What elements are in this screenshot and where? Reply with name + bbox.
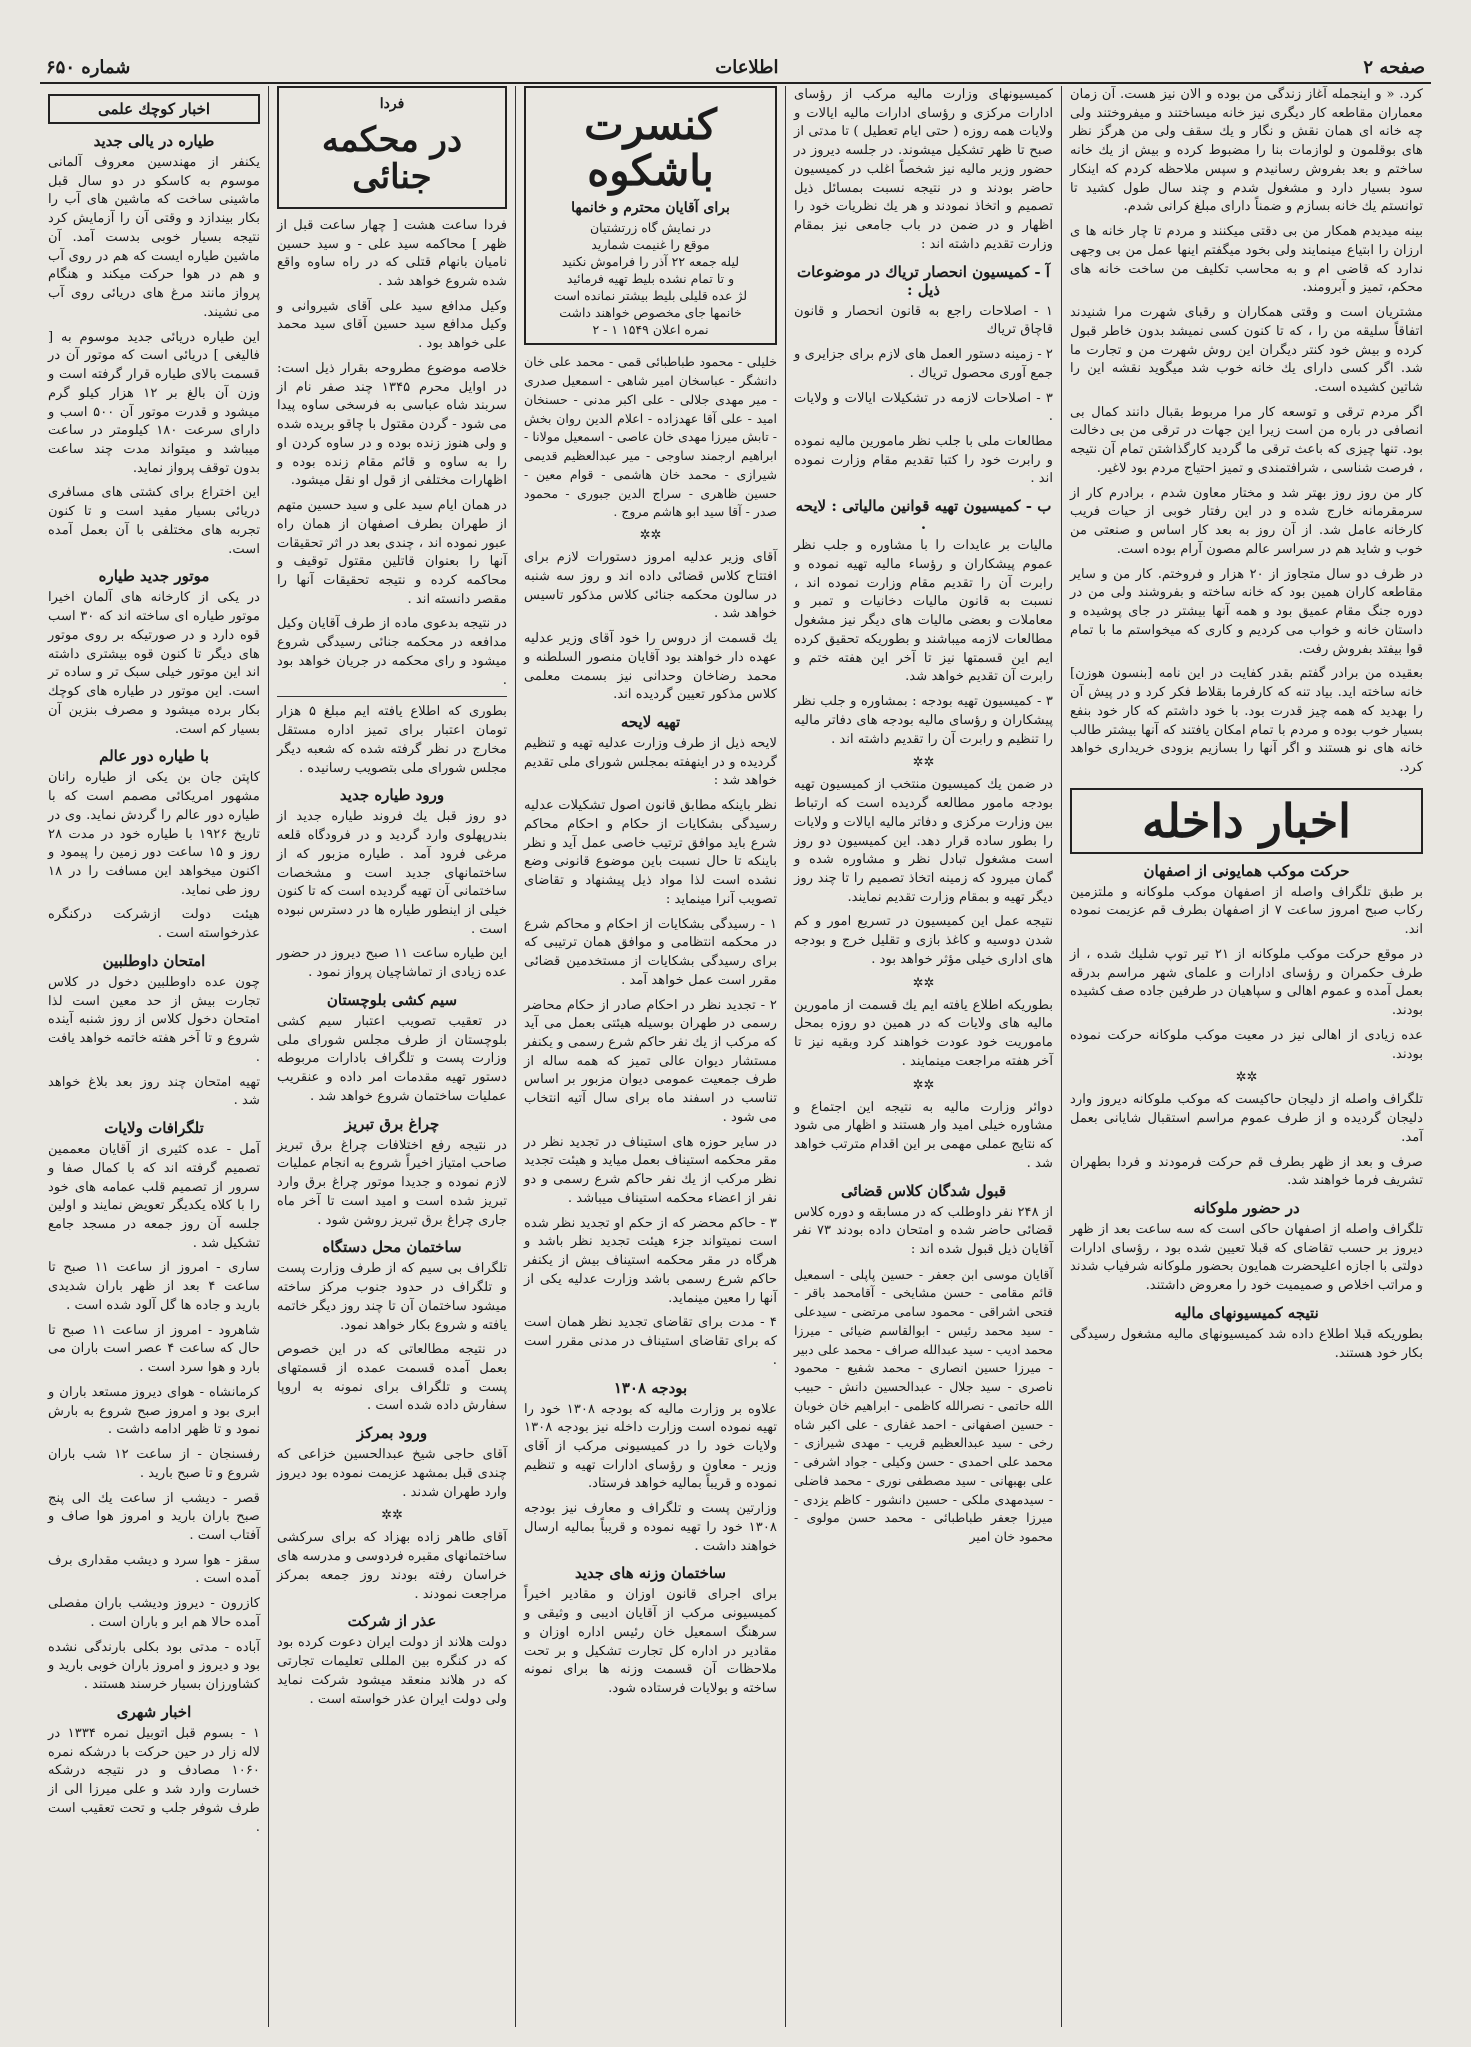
article-text: ۱ - بسوم قبل اتوبیل نمره ۱۳۳۴ در لاله زار در حین حرکت با درشکه نمره ۱۰۶۰ مصادف و در نتیجه درشکه خسارت وارد شد و علی میرزا الی از طرف شوفر جلب و تحت تعقیب است . [48,1725,260,1835]
article-text: مطالعات ملی با جلب نظر مامورین مالیه نموده و رابرت خود را کتبا تقدیم مقام وزارت نموده اند . [794,434,1053,487]
article-text: کمیسیونهای وزارت مالیه مرکب از رؤسای ادارات مرکزی و رؤسای ادارات مالیه ایالات و ولایات همه روزه ( حتی ایام تعطیل ) تا مدتی از صبح تا ظهر تشکیل میشوند. در جلسه دیروز در حضور وزیر مالیه نیز شخصاً اغلب در کمیسیون حاضر بودند و در نتیجه نسبت بمسائل ذیل تصمیم و اتخاذ نمودند و هر یك نظریات خود را اظهار و در ضمن در باب جامعی نیز بمقام وزارت تقدیم داشته اند : [794,87,1053,252]
article-text: در نتیجه رفع اختلافات چراغ برق تبریز صاحب امتیاز اخیراً شروع به انجام عملیات لازم نموده و جدیدا موتور چراغ برق وارد تبریز شده است و امید است تا آخر ماه جاری چراغ برق تبریز روشن شود . [277,1137,507,1228]
article-text: آقای حاجی شیخ عبدالحسین خزاعی که چندی قبل بمشهد عزیمت نموده بود دیروز وارد طهران شدند . [277,1447,507,1500]
article-kicker: فردا [379,96,405,112]
article-text: بعقیده من برادر گفتم بقدر کفایت در این نامه [بنسون هوزن] خانه ساخته اید. بیاد تنه که کارفرما بقلاط فکر کرد و در پیش آن را بهدید که همه چیز قدرت بود. با خود داشتم که کار خود بنفع بسیار خوب بوده و مردم با تمام امکان یافتند که آنها بیشتر طالب خانه های نو هستند و اگر آنها را بسازیم بزودی خریداری خواهد کرد. [1070,666,1423,775]
article-text: در نتیجه مطالعاتی که در این خصوص بعمل آمده قسمت عمده از قسمتهای پست و تلگراف برای نمونه به اروپا سفارش داده شده است . [277,1342,507,1414]
article-text: آقای طاهر زاده بهزاد که برای سرکشی ساختمانهای مقبره فردوسی و مدرسه های خراسان رفته بودند روز جمعه بمرکز مراجعت نمودند . [277,1530,507,1602]
column-2 [785,86,1061,2027]
separator-stars: ✲✲ [381,1508,403,1524]
article-text: هیئت دولت ازشرکت درکنگره عذرخواسته است . [48,907,260,942]
article-text: مالیات بر عایدات را با مشاوره و جلب نظر عموم پیشکاران و رؤساء مالیه تهیه نموده و رابرت آن را تقدیم مقام وزارت نموده اند ، نسبت به قانون مالیات دخانیات و تمبر و معاملات و بعضی مالیات های دیگر نیز مشغول مطالعات لازمه میباشند و بطوریکه تحقیق کرده ایم این قسمتها نیز تا آخر این هفته ختم و رابرت آن تقدیم خواهد شد. [794,538,1053,685]
article-text: در نتیجه بدعوی ماده از طرف آقایان وکیل مدافعه در محکمه جنائی رسیدگی شروع میشود و رای محکمه در جریان خواهد بود . [277,616,507,688]
article-text: کار من روز روز بهتر شد و مختار معاون شدم ، برادرم کار از سرمقرمانه خارج شده و در این رفتار خوبی از حیات فریب کارخانه عامل شد. از آن روز به بعد کار اساس و صنعتی من خوب و شاید هم در سراسر عالم مصون آرام بوده است. [1070,485,1423,557]
section-heading: آ - کمیسیون انحصار تریاك در موضوعات ذیل : [797,262,1050,299]
news-text: تلگراف واصله از اصفهان حاکی است که سه ساعت بعد از ظهر دیروز بر حسب تقاضای که قبلا تعیین شده بود ، رؤسای ادارات دولتی با اجازه اعلیحضرت همایون بحضور ملوکانه شرفیاب شدند و مراتب اخلاص و صمیمیت خود را معروض داشتند. [1070,1221,1423,1294]
news-text: صرف و بعد از ظهر بطرف قم حرکت فرمودند و فردا بطهران تشریف فرما خواهند شد. [1070,1154,1423,1189]
article-text: بطوریکه اطلاع یافته ایم یك قسمت از مامورین مالیه های ولایات که در همین دو روزه بمحل ماموریت خود عودت خواهند کرد وبقیه نیز تا آخر هفته مراجعت مینمایند . [794,997,1053,1069]
article-text: دو روز قبل یك فروند طیاره جدید از بندرپهلوی وارد گردید و در فرودگاه قلعه مرغی فرود آمد . طیاره مزبور که از ساختمانهای جدید است و مشخصات ساختمانی آن تهیه گردیده است که تا کنون خیلی از اینطور طیاره ها در دسترس نبوده است . [277,809,507,937]
article-text: آقای وزیر عدلیه امروز دستورات لازم برای افتتاح کلاس قضائی داده اند و روز سه شنبه در سالون محکمه جنائی کلاس مذکور تاسیس خواهد شد . [524,550,777,622]
article-text: کاپتن جان بن یکی از طیاره رانان مشهور امریکائی مصمم است که با طیاره دور عالم را گردش نماید. وی در تاریخ ۱۹۲۶ با طیاره خود در مدت ۲۸ روز و ۱۵ ساعت دور زمین را پیمود و اکنون میخواهد این مسافت را در ۱۸ روز طی نماید. [48,770,261,898]
news-text: تلگراف واصله از دلیجان حاکیست که موکب ملوکانه دیروز وارد دلیجان گردیده و از طرف عموم مراسم استقبال شایانی بعمل آمد. [1070,1092,1423,1145]
ad-number: نمره اعلان ۱۵۴۹ ۱ - ۲ [592,322,709,338]
article-text: برای اجرای قانون اوزان و مقادیر اخیراً کمیسیونی مرکب از آقایان ادیبی و وثیقی و سرهنگ اسمعیل خان رئیس اداره اوزان و مقادیر در اداره کل تجارت تشکیل و بر تحت ملاحظات آن قسمت وزنه ها برای نمونه ساخته و بولایات فرستاده شود. [524,1587,777,1697]
article-text: یك قسمت از دروس را خود آقای وزیر عدلیه عهده دار خواهند بود آقایان منصور السلطنه و محمد رضاخان وحدانی نیز بسمت معلمی کلاس مذکور تعیین گردیده اند. [524,631,777,703]
article-text: یکنفر از مهندسین معروف آلمانی موسوم به کاسکو در دو سال قبل ماشینی ساخت که ماشین های آب را بکار بیندازد و وقتی آن را آزمایش کرد نتیجه بسیار خوبی بدست آمد. آن ماشین طیاره ایست که هم در روی آب و هم در هوا حرکت میکند و هنگام پرواز مانند مرغ های دریائی روی آب می نشیند. [48,155,260,320]
article-text: ۱ - رسیدگی بشکایات از احکام و محاکم شرع در محکمه انتظامی و موافق همان ترتیبی که برای رسیدگی بشکایات از مستخدمین قضائی مقرر است عمل خواهد آمد . [524,916,777,988]
column-3 [515,86,785,2027]
news-text: بطوریکه قبلا اطلاع داده شد کمیسیونهای مالیه مشغول رسیدگی بکار خود هستند. [1070,1326,1423,1361]
article-text: شاهرود - امروز از ساعت ۱۱ صبح تا حال که ساعت ۴ عصر است باران می بارد و هوا سرد است . [48,1322,260,1376]
separator-stars: ✲✲ [1235,1070,1258,1086]
ad-line: و تا تمام نشده بلیط تهیه فرمائید [566,271,735,287]
article-text: وزارتین پست و تلگراف و معارف نیز بودجه ۱۳۰۸ خود را تهیه نموده و قریباً بمالیه ارسال خواهند داشت . [524,1501,777,1554]
article-text: بطوری که اطلاع یافته ایم مبلغ ۵ هزار تومان اعتبار برای تمیز اداره مستقل مخارج در نظر گرفته شده که شعبه دیگر مجلس شورای ملی بتصویب رسانیده . [277,704,507,776]
ad-line: لژ عده قلیلی بلیط بیشتر نمانده است [553,288,748,304]
section-heading: موتور جدید طیاره [98,567,210,586]
article-text: از ۲۴۸ نفر داوطلب که در مسابقه و دوره کلاس قضائی حاضر شده و امتحان داده بودند ۷۳ نفر آقایان ذیل قبول شده اند : [794,1204,1053,1257]
article-text: سقز - هوا سرد و دیشب مقداری برف آمده است . [48,1552,260,1587]
article-text: قصر - دیشب از ساعت یك الی پنج صبح باران بارید و امروز هوا صاف و آفتاب است . [48,1490,260,1543]
article-text: تهیه امتحان چند روز بعد بلاغ خواهد شد . [48,1074,260,1109]
ad-subtitle: برای آقایان محترم و خانمها [571,200,730,217]
column-5 [40,86,268,2027]
names-list: خلیلی - محمود طباطبائی قمی - محمد علی خان دانشگر - عباسخان امیر شاهی - اسمعیل صدری - میر مهدی جلالی - علی اکبر مدنی - حسنخان امید - علی آقا عهدزاده - اعلام الدین روان بخش - تابش میرزا مهدی خان عاصی - اسمعیل مولانا - ابراهیم ارجمند ساوجی - میر عبدالعظیم قدیمی شیرازی - محمد خان هاشمی - قوام معین - حسین ظاهری - سراج الدین جبوری - محمود صدر - آقا سید ابو هاشم مروج . [524,354,777,520]
article-text: ۳ - حاکم محضر که از حکم او تجدید نظر شده است نمیتواند جزء هیئت تجدید نظر باشد و هرگاه در مقر محکمه استیناف بیش از یکنفر حاکم شرع رسمی باشد وزارت عدلیه یکی از آنها را معین مینماید. [524,1215,777,1306]
section-heading: چراغ برق تبریز [344,1114,440,1133]
article-text: این اختراع برای کشتی های مسافری دریائی بسیار مفید است و تا کنون تجربه های مختلفی با آن بعمل آمده است. [48,485,260,557]
ad-venue: در نمایش گاه زرتشتیان [590,220,711,236]
news-headline: نتیجه کمیسیونهای مالیه [1174,1303,1319,1322]
section-heading: عذر از شرکت [347,1612,437,1631]
ad-title: کنسرت باشکوه [584,100,717,196]
ad-line: موقع را غنیمت شمارید [591,237,710,253]
article-text: نتیجه عمل این کمیسیون در تسریع امور و کم شدن دوسیه و کاغذ بازی و تقلیل خرج و بودجه های اداری خیلی مؤثر خواهد بود . [794,914,1053,967]
separator-stars: ✲✲ [639,528,662,544]
article-text: دوائر وزارت مالیه به نتیجه این اجتماع و مشاوره خیلی امید وار هستند و اظهار می شود که نتایج عملی مهمی بر این اقدام مترتب خواهد شد . [794,1099,1053,1171]
article-text: بینه میدیدم همکار من بی دقتی میکنند و مردم تا چار خانه ها ی ارزان را ابتیاع مینمایند ولی بخود میگفتم اینها عمل من بی وجهی ندارد که قاضی ام و به محاسب تکلیف من ساخت خانه های محکم، تمیز و آبرومند. [1070,224,1423,296]
news-headline: در حضور ملوکانه [1193,1198,1300,1217]
article-text: در یکی از کارخانه های آلمان اخیرا موتور طیاره ای ساخته اند که ۳۰ اسب قوه دارد و در صورتیکه بر روی موتور های دیگر تا کنون قوه بیشتری داشته اند این موتور خیلی سبک تر و ساده تر است. این موتور در طیاره های کوچك بکار برده میشود و مصرف بنزین آن بسیار کم است. [48,590,261,737]
divider [277,696,507,697]
article-text: در همان ایام سید علی و سید حسین متهم از طهران بطرف اصفهان از همان راه عبور نموده اند ، چندی بعد در اثر تحقیقات آنها را بعنوان قاتلین مقتول توقیف و محاکمه کرده و نتیجه تحقیقات آنها را مقصر دانسته اند . [277,498,507,607]
news-text: در موقع حرکت موکب ملوکانه از ۲۱ تیر توپ شلیك شده ، از طرف حکمران و رؤسای ادارات و علمای شهر مراسم بدرقه بعمل آمده و عموم اهالی و سپاهیان در طرفین جاده صف کشیده بودند. [1070,946,1423,1019]
article-text: در تعقیب تصویب اعتبار سیم کشی بلوچستان از طرف مجلس شورای ملی وزارت پست و تلگراف بادارات مربوطه دستور تهیه مقدمات امر داده و عنقریب عملیات ساختمان شروع خواهد شد . [277,1013,507,1104]
concert-advertisement [524,86,777,345]
article-text: ۲ - تجدید نظر در احکام صادر از حکام محاضر رسمی در طهران بوسیله هیئتی بعمل می آید که مرکب از یك نفر حاکم شرع رسمی و یکنفر مستشار دیوان عالی تمیز که همه ساله از طرف جمعیت عمومی دیوان مزبور بر اساس تناسب در اسفند ماه برای سال آتیه انتخاب می شود . [524,997,777,1125]
section-heading: با طیاره دور عالم [99,747,209,766]
article-text: کرمانشاه - هوای دیروز مستعد باران و ابری بود و امروز صبح شروع به بارش نمود و تا ظهر ادامه داشت . [48,1384,260,1438]
article-text: تلگراف بی سیم که از طرف وزارت پست و تلگراف در حدود جنوب مرکز ساخته میشود ساختمان آن تا چند روز دیگر خاتمه یافته و شروع بکار خواهد نمود. [277,1261,507,1333]
section-heading: امتحان داوطلبین [102,951,206,970]
article-text: در سایر حوزه های استیناف در تجدید نظر در مقر محکمه استیناف بعمل میاید و هیئت تجدید نظر مرکب از یك نفر حاکم شرع رسمی و دو نفر از اعضاء محکمه استیناف میباشد . [524,1134,777,1206]
section-heading: تلگرافات ولایات [104,1119,204,1138]
separator-stars: ✲✲ [912,975,935,991]
names-list: آقایان موسی ابن جعفر - حسین پاپلی - اسمعیل قائم مقامی - حسن مشایخی - آقامحمد باقر - فتحی اشراقی - محمود سامی مرتضی - سیدعلی - سید محمد رئیس - ابوالقاسم ضیائی - میرزا محمد ادیب - سید عبدالله صراف - محمد علی دبیر - میرزا حسین انصاری - محمد شفیع - محمود ناصری - سید جلال - عبدالحسین دانش - حبیب الله حاتمی - نصرالله کاظمی - ابراهیم خان خوبان - حسین اصفهانی - احمد غفاری - علی اکبر شاه رخی - سید عبدالعظیم قریب - مهدی شیرازی - محمد علی احمدی - حسن وکیلی - جواد اشرفی - علی بهبهانی - سید مصطفی نوری - محمد فاضلی - سیدمهدی ملکی - حسین دانشور - کاظم یزدی - میرزا جعفر طباطبائی - محمد حسن مولوی - محمود خان امیر [794,1266,1053,1545]
columns [40,86,1431,2027]
article-text: مشتریان است و وقتی همکاران و رقبای شهرت مرا شنیدند اتفاقاً سلیقه من را ، که تا کنون کسی نمیشد بدون خاطر قبول کرده و بیش خود کنتر دیگران این روش شهرت من و تجارت ما شد. اگر کسی دارای یك خانه خوب شد میگوید نقشه این را شاتین کشیده است. [1070,305,1423,396]
section-heading: بودجه ۱۳۰۸ [613,1378,688,1397]
ad-line: خانمها جای مخصوص خواهند داشت [559,305,742,321]
article-text: آباده - مدتی بود بکلی بارندگی نشده بود و دیروز و امروز باران خوبی بارید و کشاورزان بسیار خرسند هستند . [48,1639,260,1693]
separator-stars: ✲✲ [912,1077,935,1093]
article-text: این طیاره ساعت ۱۱ صبح دیروز در حضور عده زیادی از تماشاچیان پرواز نمود . [277,946,508,981]
article-text: ۳ - اصلاحات لازمه در تشکیلات ایالات و ولایات . [794,390,1053,425]
article-title: در محکمه جنائی [321,120,463,198]
article-text: اگر مردم ترقی و توسعه کار مرا مربوط بقبال دانند کمال بی انصافی در باره من است زیرا این جهات در ترقی من بی دخالت بود. تنها چیزی که باعث ترقی ما گردید کارگذاشتن تمام آن نتیجه ، فرصت شناسی ، شرافتمندی و تمیز احتیاج مردم بود لاغیر. [1070,404,1423,476]
article-text: کرد. « و اینجمله آغاز زندگی من بوده و الان نیز هست. آن زمان معماران مقاطعه کار دیگری نیز خانه میساختند و میفروختند ولی چه خانه ای همان نقش و نگار و یك سقف ولی من هرگز نظر های بوقلمون و لوازمات بنا را مضبوط کرده و بیش از یك خانه ساختم و بعد بفروش رسانیدم و سپس ملاحظه کردم که اینکار سود بسیار دارد و مشغول شدم و چند سال طول کشید تا توانستم یك خانه بسازم و ضمناً دارای مبلغ کرانی شدم. [1070,87,1423,215]
court-article-header [277,86,507,209]
article-text: ۴ - مدت برای تقاضای تجدید نظر همان است که برای تقاضای استیناف در مدنی مقرر است . [524,1315,777,1368]
article-text: در ظرف دو سال متجاوز از ۲۰ هزار و فروختم. کار من و سایر مقاطعه کاران همین بود که خانه ساخته و بفروشند ولی من در دوره جنگ مقام عمیق بود و همه آنها بیشتر در جای پوشیده و داستان خانه و خواب می کردیم و کاری که میخواستم ما با تمام قوا بیفتد بفروش رفت. [1070,566,1423,657]
article-text: در ضمن یك کمیسیون منتخب از کمیسیون تهیه بودجه مامور مطالعه گردیده است که ارتباط بین وزارت مرکزی و دفاتر مالیه ایالات و ولایات را بطور ساده قرار دهد. این کمیسیون دو روز است مشغول تبادل نظر و مشاوره شده و گمان میرود که زمینه اتخاذ تصمیم را تا چند روز دیگر تهیه و بمقام وزارت تقدیم نمایند. [794,777,1053,905]
newspaper-name: اطلاعات [715,56,779,78]
article-text: این طیاره دریائی جدید موسوم به [ فالیغی ] دریائی است که موتور آن در قسمت بالای طیاره قرار گرفته است و وزن آن بالغ بر ۱۲ هزار کیلو گرم میشود و قدرت موتور آن ۵۰۰ اسب و دارای سرعت ۱۸۰ کیلومتر در ساعت میباشد و میتواند مدت چند ساعت بدون توقف پرواز نماید. [48,329,260,476]
section-heading: ب - کمیسیون تهیه قوانین مالیاتی : لایحه . [795,497,1052,534]
article-text: علاوه بر وزارت مالیه که بودجه ۱۳۰۸ خود را تهیه نموده است وزارت داخله نیز بودجه ۱۳۰۸ ولایات خود را در کمیسیونی مرکب از آقای وزیر - معاون و رؤسای ادارات تهیه و تنظیم نموده و قریباً بمالیه خواهد فرستاد. [524,1401,777,1492]
article-text: نظر باینکه مطابق قانون اصول تشکیلات عدلیه رسیدگی بشکایات از حکام و احکام محاکم شرع باید موافق ترتیب خاصی عمل آید و نظر باینکه تا حال نسبت باین موضوع قانونی وضع نشده است لذا مواد ذیل پیشنهاد و تقاضای تصویب آنرا مینماید : [524,798,777,907]
section-heading: تهیه لایحه [620,713,681,731]
section-heading: قبول شدگان کلاس قضائی [840,1181,1006,1200]
article-text: ۱ - اصلاحات راجع به قانون انحصار و قانون قاچاق تریاك [794,303,1053,338]
news-text: عده زیادی از اهالی نیز در معیت موکب ملوکانه حرکت نموده بودند. [1070,1027,1423,1062]
ad-line: لیله جمعه ۲۲ آذر را فراموش نکنید [561,254,740,270]
article-text: آمل - عده کثیری از آقایان معممین تصمیم گرفته اند که با کمال صفا و سرور از تصمیم قلب عمامه های خود را با کلاه یکدیگر تعویض نمایند و اولین جلسه آن روز جمعه در مسجد جامع تشکیل شد . [48,1142,260,1251]
column-4 [268,86,515,2027]
page-header [40,52,1431,84]
issue-number: شماره ۶۵۰ [46,56,131,78]
section-heading: ورود طیاره جدید [339,786,445,805]
article-text: رفسنجان - از ساعت ۱۲ شب باران شروع و تا صبح بارید . [48,1447,260,1481]
section-title-domestic-news: اخبار داخله [1070,788,1423,854]
page-number: صفحه ۲ [1363,56,1425,78]
section-heading: ورود بمرکز [356,1424,428,1443]
news-text: بر طبق تلگراف واصله از اصفهان موکب ملوکانه و ملتزمین رکاب صبح امروز ساعت ۷ از اصفهان بطرف قم عزیمت نموده اند. [1070,884,1423,938]
article-text: ساری - امروز از ساعت ۱۱ صبح تا ساعت ۴ بعد از ظهر باران شدیدی بارید و جاده ها گل آلود شده است . [48,1260,261,1313]
section-heading: ساختمان محل دستگاه [322,1238,462,1257]
section-heading: سیم کشی بلوچستان [326,990,458,1009]
article-text: ۳ - کمیسیون تهیه بودجه : بمشاوره و جلب نظر پیشکاران و رؤسای مالیه بودجه های دفاتر مالیه را تنظیم و رابرت آن را تقدیم داشته اند . [794,694,1053,747]
article-text: ۲ - زمینه دستور العمل های لازم برای جزایری و جمع آوری محصول تریاك . [794,347,1053,381]
section-heading: اخبار کوچك علمی [48,94,260,124]
news-headline: حرکت موکب همایونی از اصفهان [1143,861,1350,880]
article-text: دولت هلاند از دولت ایران دعوت کرده بود که در کنگره بین المللی تعلیمات تجارتی که در هلاند منعقد میشود شرکت نماید ولی دولت ایران عذر خواسته است . [277,1635,507,1707]
section-heading: اخبار شهری [116,1702,192,1721]
column-1 [1061,86,1431,2027]
article-text: کازرون - دیروز ودیشب باران مفصلی آمده حالا هم ابر و باران است . [48,1596,260,1630]
article-text: وکیل مدافع سید علی آقای شیروانی و وکیل مدافع سید حسین آقای سید محمد علی خواهد بود . [277,298,507,352]
section-heading: ساختمان وزنه های جدید [575,1564,726,1583]
article-text: خلاصه موضوع مطروحه بقرار ذیل است: در اوایل محرم ۱۳۴۵ چند صفر نام از سربند شاه عباسی به فرسخی ساوه پیدا می شود - گردن مقتول با چاقو بریده شده و ولی هنوز زنده بوده و در ساوه کردن او را به ساوه و قائم مقام زنده بوده و اظهارات مختلفی از قول او نقل میشود. [277,360,507,489]
separator-stars: ✲✲ [912,755,935,771]
article-text: فردا ساعت هشت [ چهار ساعت قبل از ظهر ] محاکمه سید علی - و سید حسین نامیان بانهام قتلی که در راه ساوه واقع شده شروع خواهد شد . [277,217,507,289]
section-heading: طیاره در یالی جدید [93,132,215,150]
article-text: چون عده داوطلبین دخول در کلاس تجارت بیش از حد معین است لذا امتحان دخول کلاس از روز شنبه آینده شروع و تا آخر هفته خاتمه خواهد یافت . [48,974,260,1065]
article-text: لایحه ذیل از طرف وزارت عدلیه تهیه و تنظیم گردیده و در اینهفته بمجلس شورای ملی تقدیم خواهد شد : [524,736,777,789]
